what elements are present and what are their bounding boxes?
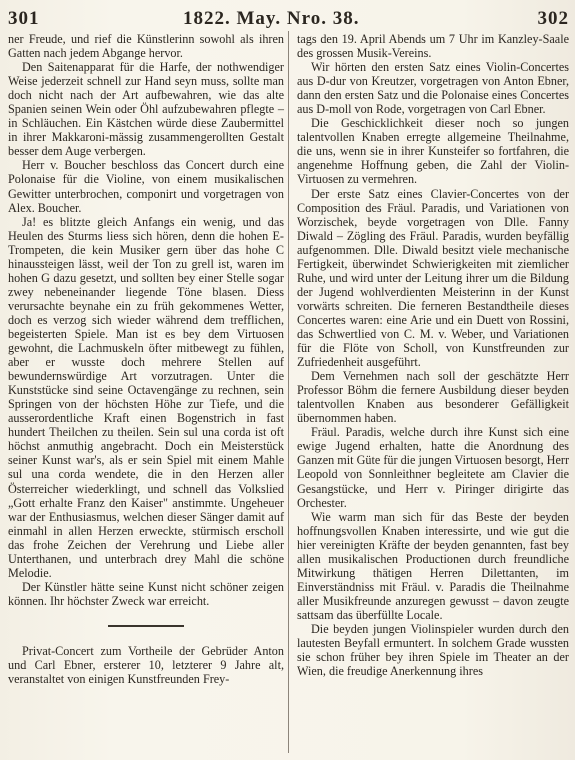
- paragraph: ner Freude, und rief die Künstlerinn sowohl als ihren Gatten nach jedem Abgange hervor.: [8, 32, 284, 61]
- paragraph: Wie warm man sich für das Beste der beyden hoffnungsvollen Knaben interessirte, und wie gut die hier vereinigten Kräfte der beyden genannten, fast bey allen musikalischen Productionen durch freundliche Mitwirkung thätigen Herren Dilettanten, im Einverständniss mit Fräul. v. Paradis die Theilnahme aller Musikfreunde anzuregen gewusst – davon zeugte sattsam das überfüllte Locale.: [297, 509, 569, 622]
- section-rule: [108, 625, 184, 627]
- paragraph: Die Geschicklichkeit dieser noch so jungen talentvollen Knaben erregte allgemeine Theilnahme, die uns, wenn sie in ihrer Kunsteifer so fortfahren, die angenehme Hoffnung geben, die Zahl der Violin-Virtuosen zu vermehren.: [297, 116, 569, 187]
- paragraph: Herr v. Boucher beschloss das Concert durch eine Polonaise für die Violine, von einem musikalischen Gewitter unterbrochen, componirt und vorgetragen von Alex. Boucher.: [8, 158, 284, 215]
- paragraph: Fräul. Paradis, welche durch ihre Kunst sich eine ewige Jugend erhalten, hatte die Anordnung des Ganzen mit Güte für die jungen Virtuosen besorgt, Herr Leopold von Sonnleithner begleitete am Clavier die Gesangstücke, und Herr v. Piringer dirigirte das Orchester.: [297, 425, 569, 510]
- paragraph: Die beyden jungen Violinspieler wurden durch den lautesten Beyfall ermuntert. In solchem Grade wussten sie schon früher bey ihren Spiele im Theater an der Wien, die freudige Anerkennung ihres: [297, 621, 569, 679]
- page-number-right: 302: [537, 8, 569, 29]
- paragraph: Den Saitenapparat für die Harfe, der nothwendiger Weise jederzeit schnell zur Hand seyn muss, sollte man doch nicht nach der Art aufbewahren, wie das alte Spanien seinen Wein oder Öhl aufzubewahren pflegte – in Schläuchen. Ein Kästchen würde diese Zaubermittel in ihrer Makkaroni-mässig zusammengerollten Gestalt besser dem Auge verbergen.: [8, 60, 284, 159]
- paragraph: Der erste Satz eines Clavier-Concertes von der Composition des Fräul. Paradis, und Variationen von Worzischek, beyde vorgetragen von Dlle. Fanny Diwald – Zögling des Fräul. Paradis, wurden beyfällig aufgenommen. Dlle. Diwald besitzt viele mechanische Fertigkeit, überwindet Schwierigkeiten mit ziemlicher Ruhe, und wird unter der Leitung ihrer um die Bildung der Jugend wohlverdienten Meisterinn in der Kunst vorwärts schreiten. Die ferneren Bestandtheile dieses Concertes waren: eine Arie und ein Duett von Rossini, das Schwertlied von C. M. v. Weber, und Variationen für die Flöte von Scholl, von Kunstfreunden zur Zufriedenheit ausgeführt.: [297, 186, 569, 370]
- column-divider: [288, 31, 289, 753]
- page-number-left: 301: [8, 8, 40, 29]
- paragraph: Dem Vernehmen nach soll der geschätzte Herr Professor Böhm die fernere Ausbildung dieser beyden talentvollen Knaben aus besonderer Gefälligkeit übernommen haben.: [297, 369, 569, 426]
- right-column: [297, 32, 569, 678]
- paragraph: Der Künstler hätte seine Kunst nicht schöner zeigen können. Ihr höchster Zweck war erreicht.: [8, 579, 284, 608]
- left-column: [8, 32, 284, 686]
- paragraph: tags den 19. April Abends um 7 Uhr im Kanzley-Saale des grossen Musik-Vereins.: [297, 32, 569, 61]
- paragraph: Ja! es blitzte gleich Anfangs ein wenig, und das Heulen des Sturms liess sich hören, denn die hohen E-Trompeten, die kein Musiker gern über das hohe C hinaussteigen lässt, weil der Ton zu grell ist, waren im hohen G dazu gesetzt, und sollten bey einer Stelle sogar zwey nebeneinander liegende Töne blasen. Diess verursachte beynahe ein zu früh gekommenes Wetter, doch es verzog sich wieder während dem trefflichen, begeisterten Spiele. Man ist es bey dem Virtuosen gewohnt, die Lachmuskeln öfter mitbewegt zu fühlen, aber er wusste doch mehrere Stellen auf bewundernswürdige Art vorzutragen. Unter die Kunststücke sind seine Octavengänge zu rechnen, sein Springen von der höchsten Höhe zur Tiefe, und die ausserordentliche Kraft einen Bogenstrich in fast hundert Theilchen zu theilen. Sein sul una corda ist oft höchst anmuthig angebracht. Doch ein Meisterstück seiner Kunst war's, als er sein Spiel mit einem Mahle sul una corda wendete, die in den Herzen aller Österreicher wiederklingt, und schnell das Volkslied „Gott erhalte Franz den Kaiser" anstimmte. Ungeheuer war der Enthusiasmus, welchen dieser Sänger damit auf einmahl in allen Herzen erweckte, stürmisch erscholl das frohe Zeichen der Verehrung und Liebe aller Unterthanen, und unterbrach drey Mahl die schöne Melodie.: [8, 214, 284, 580]
- running-head: 1822. May. Nro. 38.: [183, 8, 360, 29]
- page-header: [8, 8, 569, 32]
- paragraph: Wir hörten den ersten Satz eines Violin-Concertes aus D-dur von Kreutzer, vorgetragen von Anton Ebner, dann den ersten Satz und die Polonaise eines Concertes aus D-moll von Rode, vorgetragen von Carl Ebner.: [297, 60, 569, 117]
- paragraph: Privat-Concert zum Vortheile der Gebrüder Anton und Carl Ebner, ersterer 10, letzterer 9 Jahre alt, veranstaltet von einigen Kunstfreunden Frey-: [8, 643, 284, 687]
